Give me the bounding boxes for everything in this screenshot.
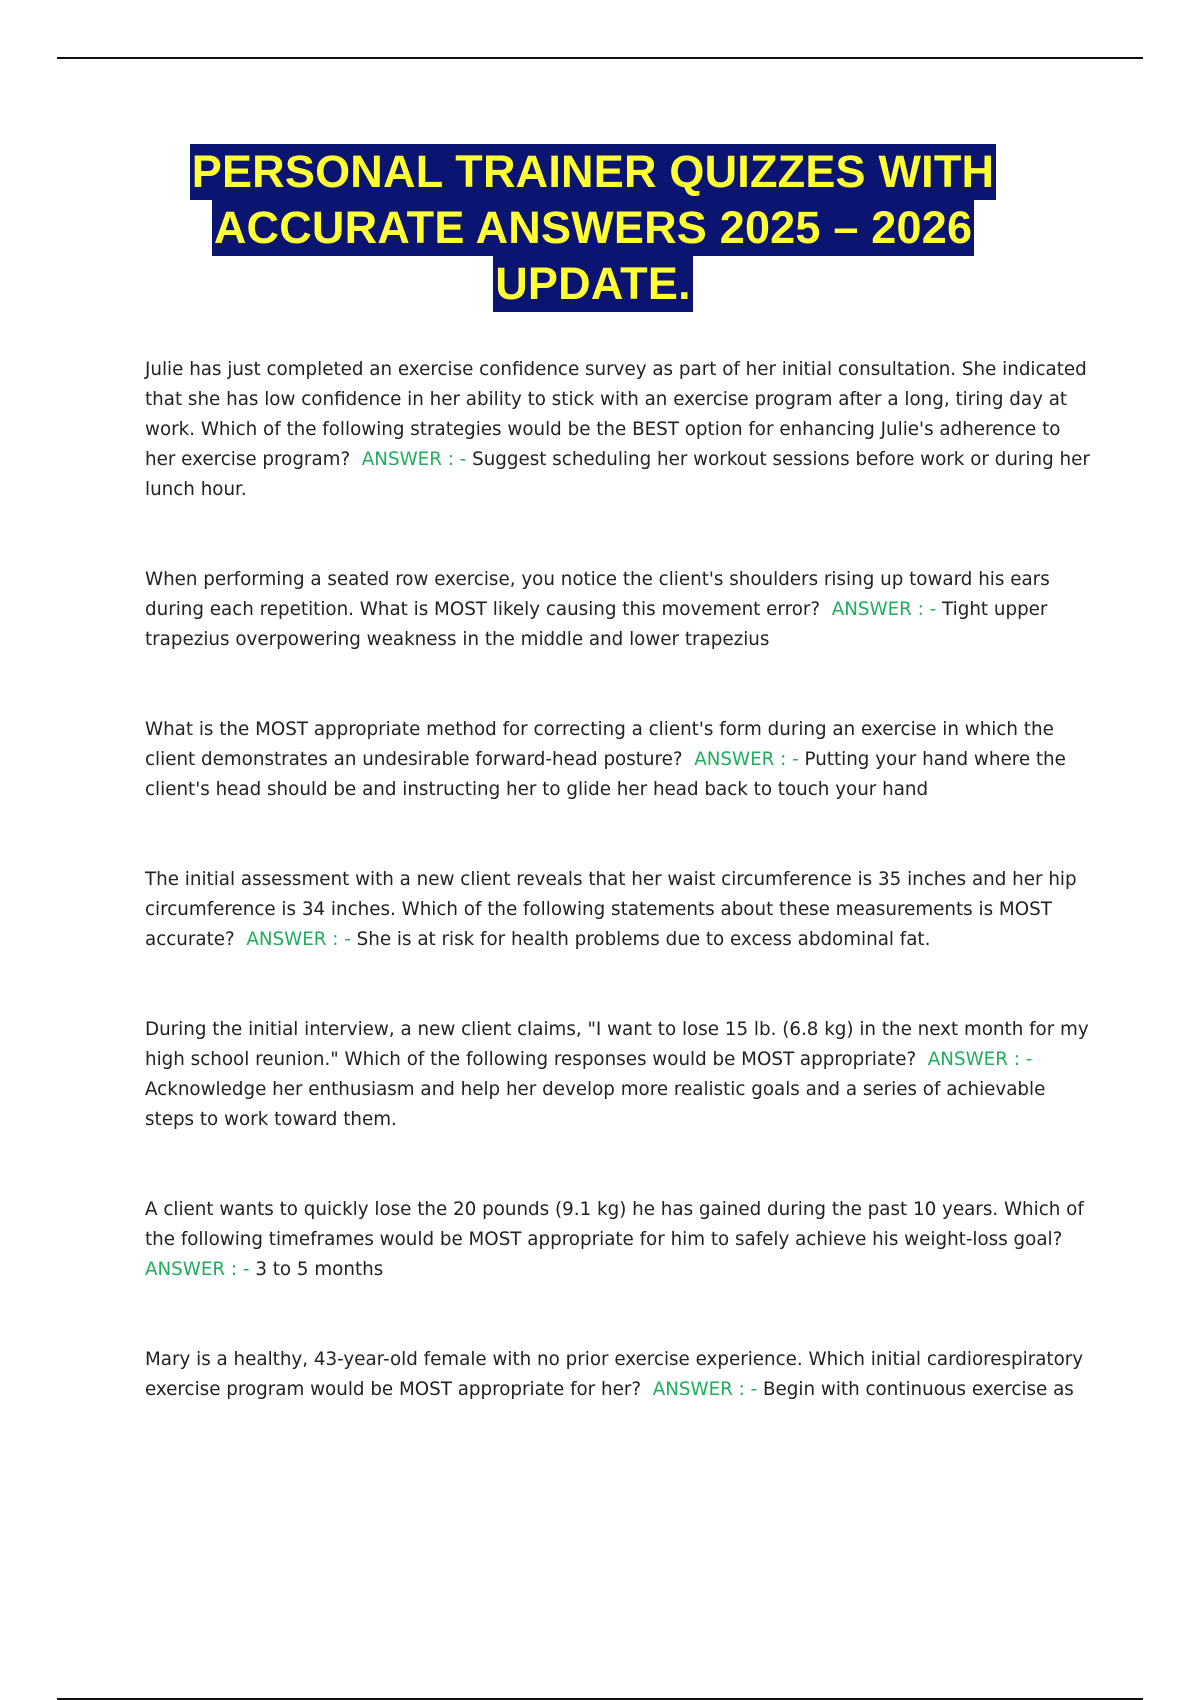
qa-item-5: [145, 1015, 1090, 1135]
answer-label: ANSWER : -: [652, 1379, 758, 1400]
document-title: [0, 144, 1186, 312]
question-text: During the initial interview, a new client claims, "I want to lose 15 lb. (6.8 kg) in the next month for my high school reunion." Which of the following responses would be MOST appropriate?: [145, 1019, 1089, 1070]
top-rule: [57, 57, 1143, 59]
answer-text: She is at risk for health problems due to excess abdominal fat.: [356, 929, 931, 950]
question-text: What is the MOST appropriate method for correcting a client's form during an exercise in which the client demonstrates an undesirable forward-head posture?: [145, 719, 1054, 770]
answer-label: ANSWER : -: [927, 1049, 1033, 1070]
qa-item-1: [145, 355, 1090, 505]
question-text: Mary is a healthy, 43-year-old female with no prior exercise experience. Which initial cardiorespiratory exercise program would be MOST appropriate for her?: [145, 1349, 1084, 1400]
question-text: A client wants to quickly lose the 20 pounds (9.1 kg) he has gained during the past 10 years. Which of the following timeframes would be MOST appropriate for him to safely achieve his weight-loss goal?: [145, 1199, 1084, 1250]
answer-label: ANSWER : -: [145, 1259, 250, 1280]
answer-text: Acknowledge her enthusiasm and help her develop more realistic goals and a series of achievable steps to work toward them.: [145, 1079, 1046, 1130]
qa-item-4: [145, 865, 1090, 955]
question-text: When performing a seated row exercise, you notice the client's shoulders rising up toward his ears during each repetition. What is MOST likely causing this movement error?: [145, 569, 1050, 620]
qa-item-2: [145, 565, 1090, 655]
answer-text: Suggest scheduling her workout sessions before work or during her lunch hour.: [145, 449, 1090, 500]
answer-label: ANSWER : -: [361, 449, 467, 470]
answer-text: 3 to 5 months: [255, 1259, 384, 1280]
answer-text: Putting your hand where the client's head should be and instructing her to glide her head back to touch your hand: [145, 749, 1066, 800]
answer-label: ANSWER : -: [246, 929, 351, 950]
qa-item-6: [145, 1195, 1090, 1285]
title-line-1: PERSONAL TRAINER QUIZZES WITH: [190, 144, 997, 200]
question-answer-list: [145, 355, 1090, 1405]
title-line-2: ACCURATE ANSWERS 2025 – 2026: [212, 200, 974, 256]
question-text: Julie has just completed an exercise confidence survey as part of her initial consultation. She indicated that she has low confidence in her ability to stick with an exercise program after a long, tiring day at work. Which of the following strategies would be the BEST option for enhancing Julie's adherence to her exercise program?: [145, 359, 1087, 470]
answer-label: ANSWER : -: [831, 599, 937, 620]
answer-text: Tight upper trapezius overpowering weakness in the middle and lower trapezius: [145, 599, 1048, 650]
question-text: The initial assessment with a new client reveals that her waist circumference is 35 inches and her hip circumference is 34 inches. Which of the following statements about these measurements is MOST accurate?: [145, 869, 1077, 950]
title-line-3: UPDATE.: [493, 256, 693, 312]
qa-item-7: [145, 1345, 1090, 1405]
qa-item-3: [145, 715, 1090, 805]
answer-label: ANSWER : -: [694, 749, 799, 770]
answer-text: Begin with continuous exercise as: [763, 1379, 1074, 1400]
